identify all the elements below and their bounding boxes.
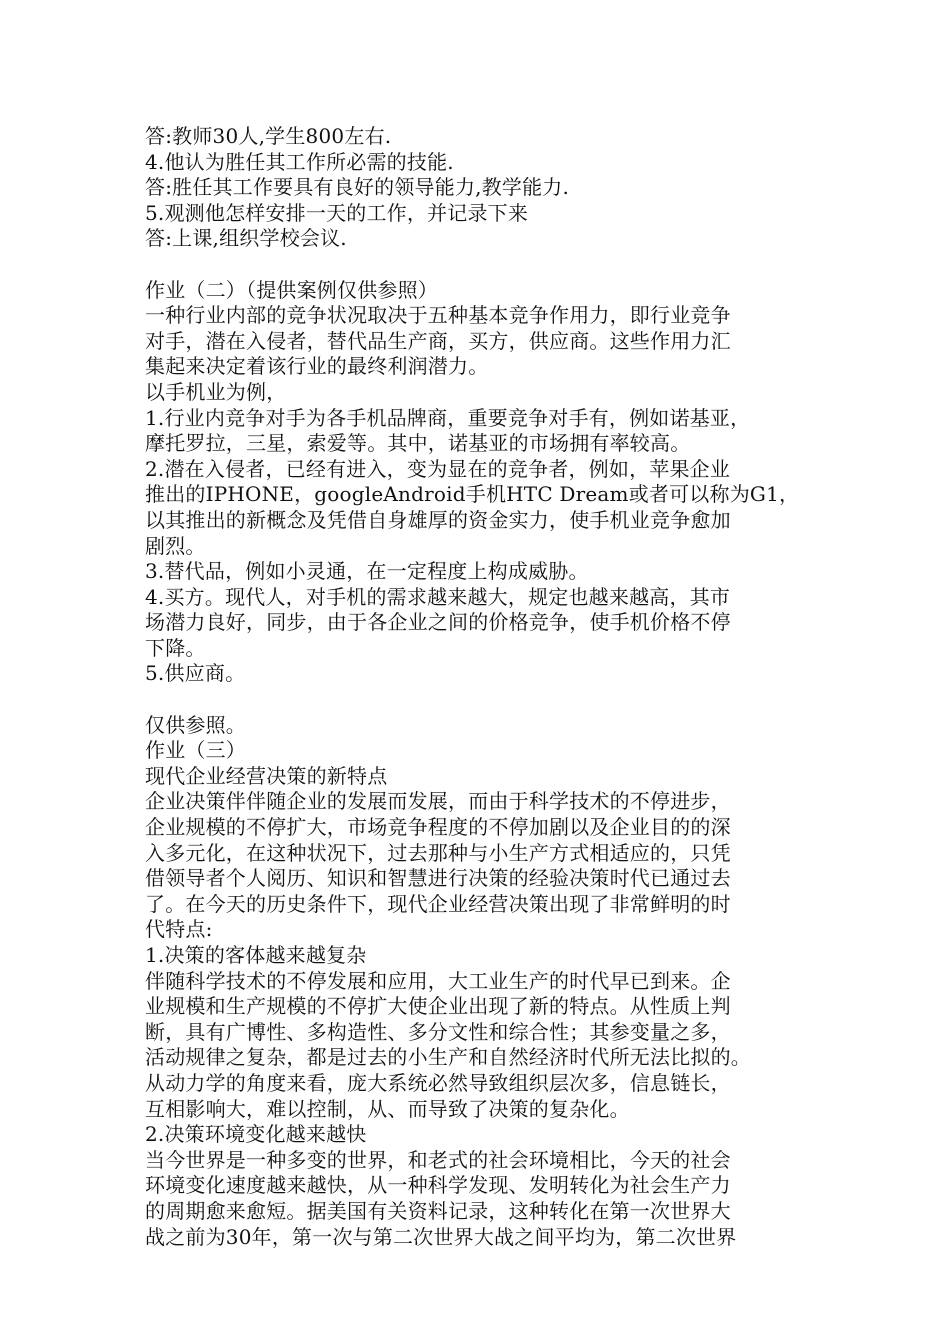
text-line: 5.供应商。 bbox=[145, 661, 246, 686]
article-title: 现代企业经营决策的新特点 bbox=[145, 763, 388, 788]
text-line: 对手，潜在入侵者，替代品生产商，买方，供应商。这些作用力汇 bbox=[145, 328, 731, 353]
text-line: 入多元化，在这种状况下，过去那种与小生产方式相适应的，只凭 bbox=[145, 840, 731, 865]
text-line: 仅供参照。 bbox=[145, 712, 246, 737]
subheading: 2.决策环境变化越来越快 bbox=[145, 1122, 367, 1147]
text-line: 剧烈。 bbox=[145, 533, 206, 558]
subheading: 1.决策的客体越来越复杂 bbox=[145, 943, 367, 967]
text-line: 代特点: bbox=[145, 917, 213, 942]
text-line: 借领导者个人阅历、知识和智慧进行决策的经验决策时代已通过去 bbox=[145, 866, 731, 891]
document-page bbox=[145, 124, 835, 1250]
text-line: 4.买方。现代人，对手机的需求越来越大，规定也越来越高，其市 bbox=[145, 584, 731, 609]
text-line: 企业决策伴伴随企业的发展而发展，而由于科学技术的不停进步， bbox=[145, 789, 731, 814]
text-line: 答:胜任其工作要具有良好的领导能力,教学能力. bbox=[145, 175, 570, 200]
paragraph-gap bbox=[145, 252, 835, 278]
text-line: 集起来决定着该行业的最终利润潜力。 bbox=[145, 354, 489, 379]
text-line: 战之前为30年，第一次与第二次世界大战之间平均为，第二次世界 bbox=[145, 1224, 737, 1249]
text-line: 以其推出的新概念及凭借自身雄厚的资金实力，使手机业竞争愈加 bbox=[145, 507, 731, 532]
text-line: 了。在今天的历史条件下，现代企业经营决策出现了非常鲜明的时 bbox=[145, 891, 731, 916]
text-line: 摩托罗拉，三星，索爱等。其中，诺基亚的市场拥有率较高。 bbox=[145, 431, 691, 456]
text-line: 从动力学的角度来看，庞大系统必然导致组织层次多，信息链长， bbox=[145, 1070, 731, 1095]
text-line: 企业规模的不停扩大，市场竞争程度的不停加剧以及企业目的的深 bbox=[145, 815, 731, 840]
text-line: 环境变化速度越来越快，从一种科学发现、发明转化为社会生产力 bbox=[145, 1173, 731, 1198]
text-line: 活动规律之复杂，都是过去的小生产和自然经济时代所无法比拟的。 bbox=[145, 1045, 751, 1070]
text-line: 互相影响大，难以控制，从、而导致了决策的复杂化。 bbox=[145, 1096, 630, 1121]
text-line: 场潜力良好，同步，由于各企业之间的价格竞争，使手机价格不停 bbox=[145, 610, 731, 635]
section-assignment-three bbox=[145, 713, 835, 1250]
text-line: 伴随科学技术的不停发展和应用，大工业生产的时代早已到来。企 bbox=[145, 968, 731, 993]
section-interview-answers bbox=[145, 124, 835, 252]
text-line: 的周期愈来愈短。据美国有关资料记录，这种转化在第一次世界大 bbox=[145, 1198, 731, 1223]
text-line: 断，具有广博性、多构造性、多分文性和综合性；其参变量之多， bbox=[145, 1019, 731, 1044]
text-line: 1.行业内竞争对手为各手机品牌商，重要竞争对手有，例如诺基亚， bbox=[145, 405, 751, 430]
text-line: 4.他认为胜任其工作所必需的技能. bbox=[145, 149, 454, 174]
text-line: 业规模和生产规模的不停扩大使企业出现了新的特点。从性质上判 bbox=[145, 994, 731, 1019]
section-assignment-two bbox=[145, 278, 835, 688]
text-line: 答:上课,组织学校会议. bbox=[145, 226, 347, 251]
text-line: 2.潜在入侵者，已经有进入，变为显在的竞争者，例如，苹果企业 bbox=[145, 456, 731, 481]
paragraph-gap bbox=[145, 687, 835, 713]
text-line: 推出的IPHONE，googleAndroid手机HTC Dream或者可以称为G1， bbox=[145, 482, 800, 507]
text-line: 5.观测他怎样安排一天的工作，并记录下来 bbox=[145, 200, 529, 225]
text-line: 答:教师30人,学生800左右. bbox=[145, 124, 392, 148]
text-line: 下降。 bbox=[145, 635, 206, 660]
text-line: 当今世界是一种多变的世界，和老式的社会环境相比，今天的社会 bbox=[145, 1147, 731, 1172]
section-heading: 作业（三） bbox=[145, 738, 246, 763]
text-line: 一种行业内部的竞争状况取决于五种基本竞争作用力，即行业竞争 bbox=[145, 303, 731, 328]
text-line: 以手机业为例， bbox=[145, 379, 287, 404]
section-heading: 作业（二）（提供案例仅供参照） bbox=[145, 277, 438, 302]
text-line: 3.替代品，例如小灵通，在一定程度上构成威胁。 bbox=[145, 559, 589, 584]
